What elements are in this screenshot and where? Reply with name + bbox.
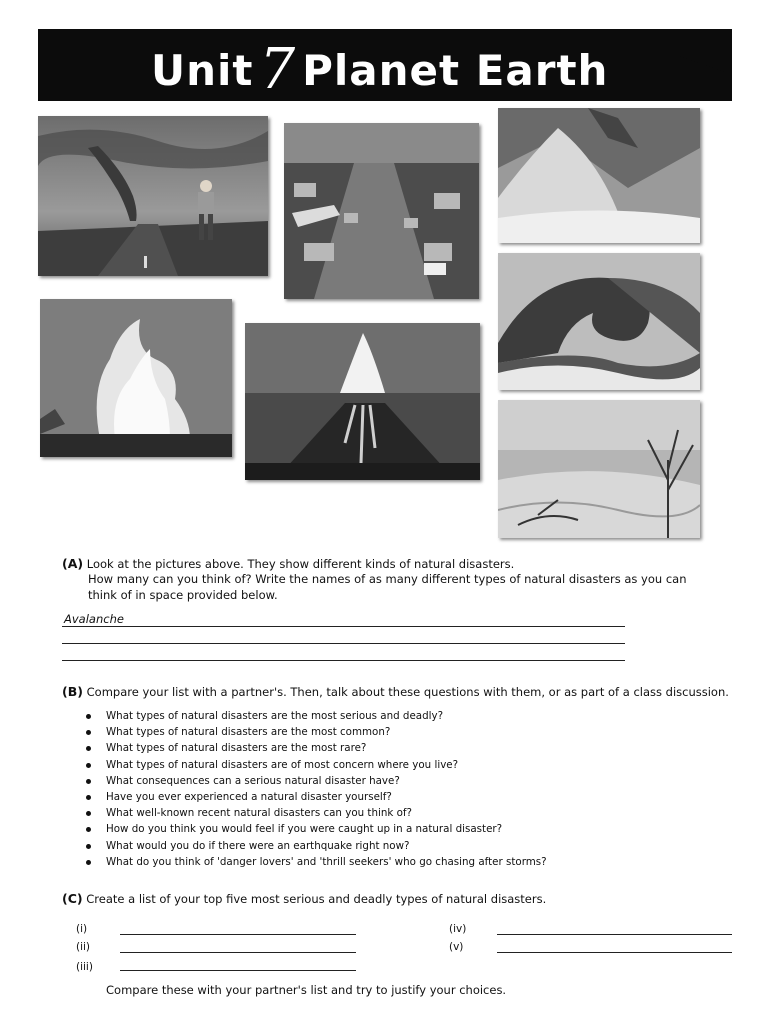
question-item: What consequences can a serious natural disaster have? [86, 773, 547, 789]
question-item: What types of natural disasters are the most common? [86, 724, 547, 740]
question-item: How do you think you would feel if you were caught up in a natural disaster? [86, 821, 547, 837]
unit-banner [38, 29, 732, 101]
question-item: What well-known recent natural disasters can you think of? [86, 805, 547, 821]
wildfire-photo [40, 299, 232, 457]
top-five-line-1[interactable] [120, 934, 356, 935]
section-a-line2: How many can you think of? Write the names of as many different types of natural disasters as you can [88, 572, 687, 586]
top-five-line-5[interactable] [497, 952, 732, 953]
top-five-line-2[interactable] [120, 952, 356, 953]
section-a-line1-text: Look at the pictures above. They show different kinds of natural disasters. [86, 557, 515, 571]
question-item: What types of natural disasters are the most rare? [86, 740, 547, 756]
numeral-iii: (iii) [76, 961, 93, 973]
unit-word: Unit [151, 46, 254, 95]
section-c-label: (C) [62, 891, 83, 906]
volcano-photo [245, 323, 480, 480]
section-a-label: (A) [62, 556, 84, 571]
section-c-intro [62, 891, 546, 907]
section-c-intro-text: Create a list of your top five most serious and deadly types of natural disasters. [86, 892, 547, 906]
numeral-i: (i) [76, 923, 88, 935]
question-item: What do you think of 'danger lovers' and 'thrill seekers' who go chasing after storms? [86, 854, 547, 870]
unit-number: 7 [259, 37, 297, 102]
discussion-questions [86, 708, 547, 870]
unit-title-text: Planet Earth [302, 46, 609, 95]
tsunami-wave-photo [498, 253, 700, 390]
numeral-ii: (ii) [76, 941, 91, 953]
unit-title [151, 37, 609, 102]
section-b-label: (B) [62, 684, 83, 699]
section-b-intro [62, 684, 729, 700]
answer-line-3[interactable] [62, 660, 625, 661]
question-item: What would you do if there were an earthquake right now? [86, 838, 547, 854]
question-item: What types of natural disasters are the most serious and deadly? [86, 708, 547, 724]
flood-photo [284, 123, 479, 299]
answer-line-2[interactable] [62, 643, 625, 644]
numeral-iv: (iv) [449, 923, 467, 935]
section-a-line1 [62, 556, 514, 572]
avalanche-photo [498, 108, 700, 243]
section-c-closing: Compare these with your partner's list and try to justify your choices. [106, 983, 507, 997]
example-answer: Avalanche [64, 612, 124, 626]
question-item: Have you ever experienced a natural disaster yourself? [86, 789, 547, 805]
top-five-line-3[interactable] [120, 970, 356, 971]
section-b-intro-text: Compare your list with a partner's. Then, talk about these questions with them, or as part of a class discussion. [86, 685, 729, 699]
section-a-line3: think of in space provided below. [88, 588, 278, 602]
numeral-v: (v) [449, 941, 464, 953]
question-item: What types of natural disasters are of most concern where you live? [86, 757, 547, 773]
top-five-line-4[interactable] [497, 934, 732, 935]
answer-line-1[interactable] [62, 626, 625, 627]
tornado-photo [38, 116, 268, 276]
drought-photo [498, 400, 700, 538]
banner-tail-decoration [676, 55, 728, 73]
